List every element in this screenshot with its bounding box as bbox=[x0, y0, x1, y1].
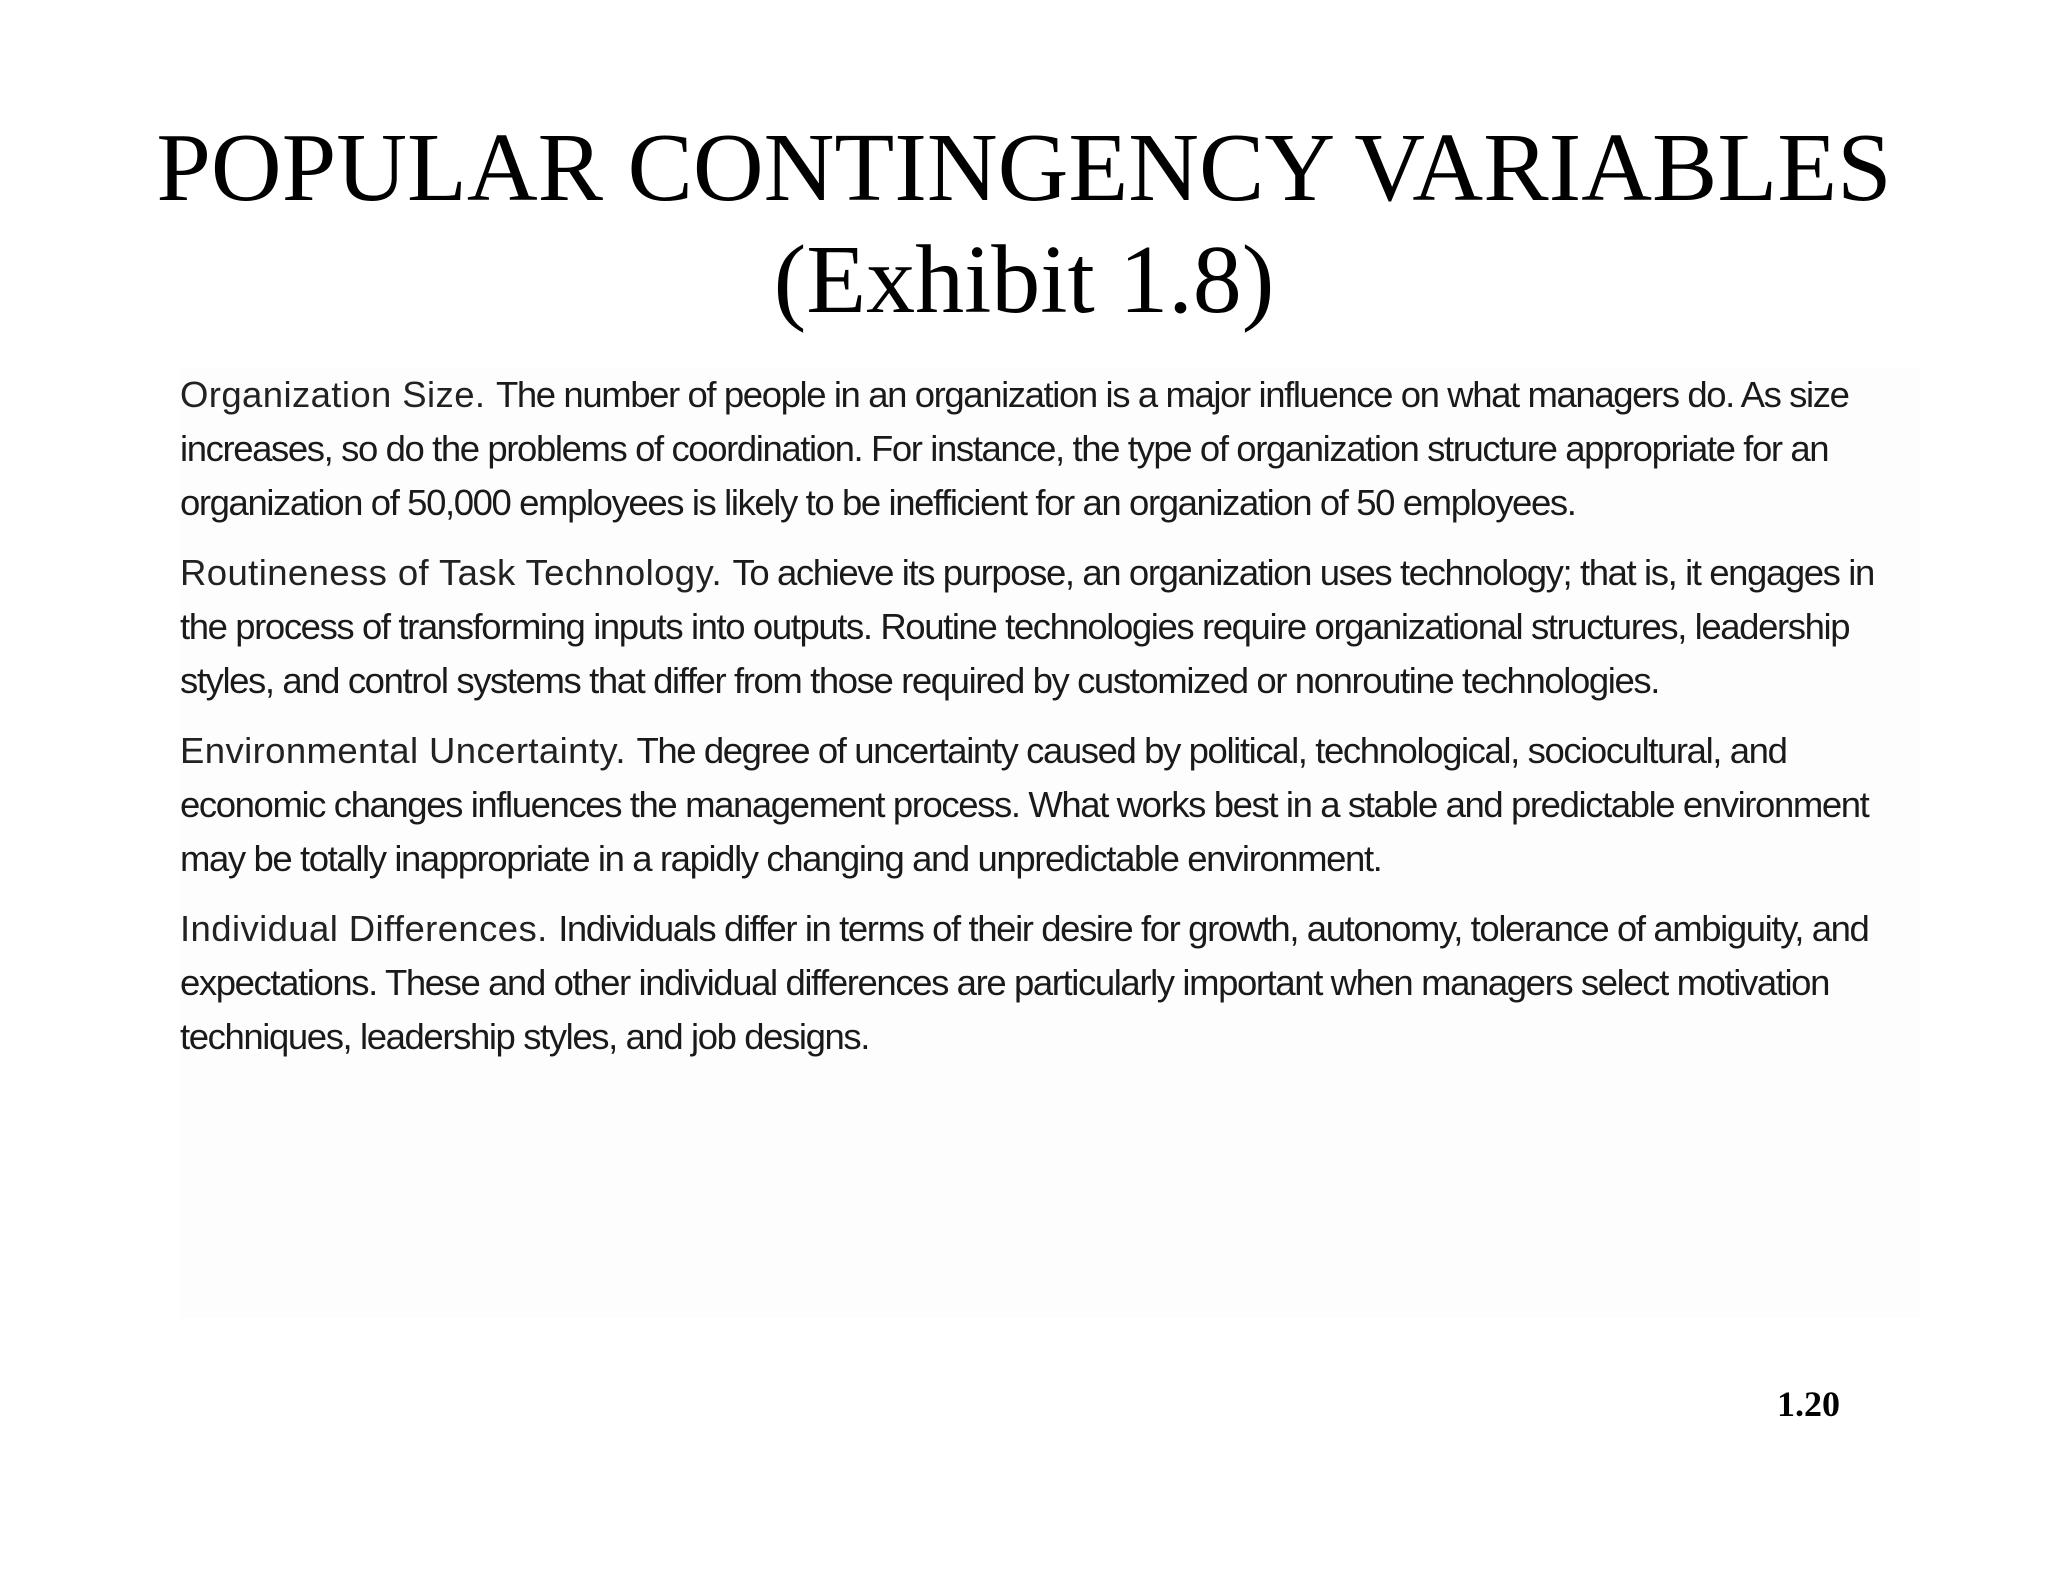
paragraph-heading: Environmental Uncertainty. bbox=[180, 730, 637, 771]
paragraph-body: To achieve its purpose, an organization uses technology; that is, it engages in the process of transforming inputs into outputs. Routine technologies require organizational structures, leadership styles, and control systems that differ from those required by customized or nonroutine technologies. bbox=[180, 552, 1874, 701]
paragraph-heading: Routineness of Task Technology. bbox=[180, 552, 733, 593]
slide-title-line-1: POPULAR CONTINGENCY VARIABLES bbox=[156, 114, 1892, 222]
paragraph-heading: Organization Size. bbox=[180, 374, 496, 415]
paragraph-environmental-uncertainty bbox=[180, 724, 1920, 886]
slide-title-line-2: (Exhibit 1.8) bbox=[773, 226, 1275, 334]
paragraph-body: Individuals differ in terms of their desire for growth, autonomy, tolerance of ambiguity, and expectations. These and other individual differences are particularly important when managers select motivation techniques, leadership styles, and job designs. bbox=[180, 908, 1869, 1057]
paragraph-organization-size bbox=[180, 368, 1920, 530]
paragraph-task-technology bbox=[180, 546, 1920, 708]
paragraph-body: The number of people in an organization is a major influence on what managers do. As size increases, so do the problems of coordination. For instance, the type of organization structure appropriate for an organization of 50,000 employees is likely to be inefficient for an organization of 50 employees. bbox=[180, 374, 1849, 523]
page-number: 1.20 bbox=[1777, 1384, 1840, 1424]
slide-title bbox=[0, 112, 2048, 336]
paragraph-heading: Individual Differences. bbox=[180, 908, 559, 949]
paragraph-body: The degree of uncertainty caused by political, technological, sociocultural, and economic changes influences the management process. What works best in a stable and predictable environment may be totally inappropriate in a rapidly changing and unpredictable environment. bbox=[180, 730, 1869, 879]
exhibit-image bbox=[180, 368, 1920, 1318]
paragraph-individual-differences bbox=[180, 902, 1920, 1064]
